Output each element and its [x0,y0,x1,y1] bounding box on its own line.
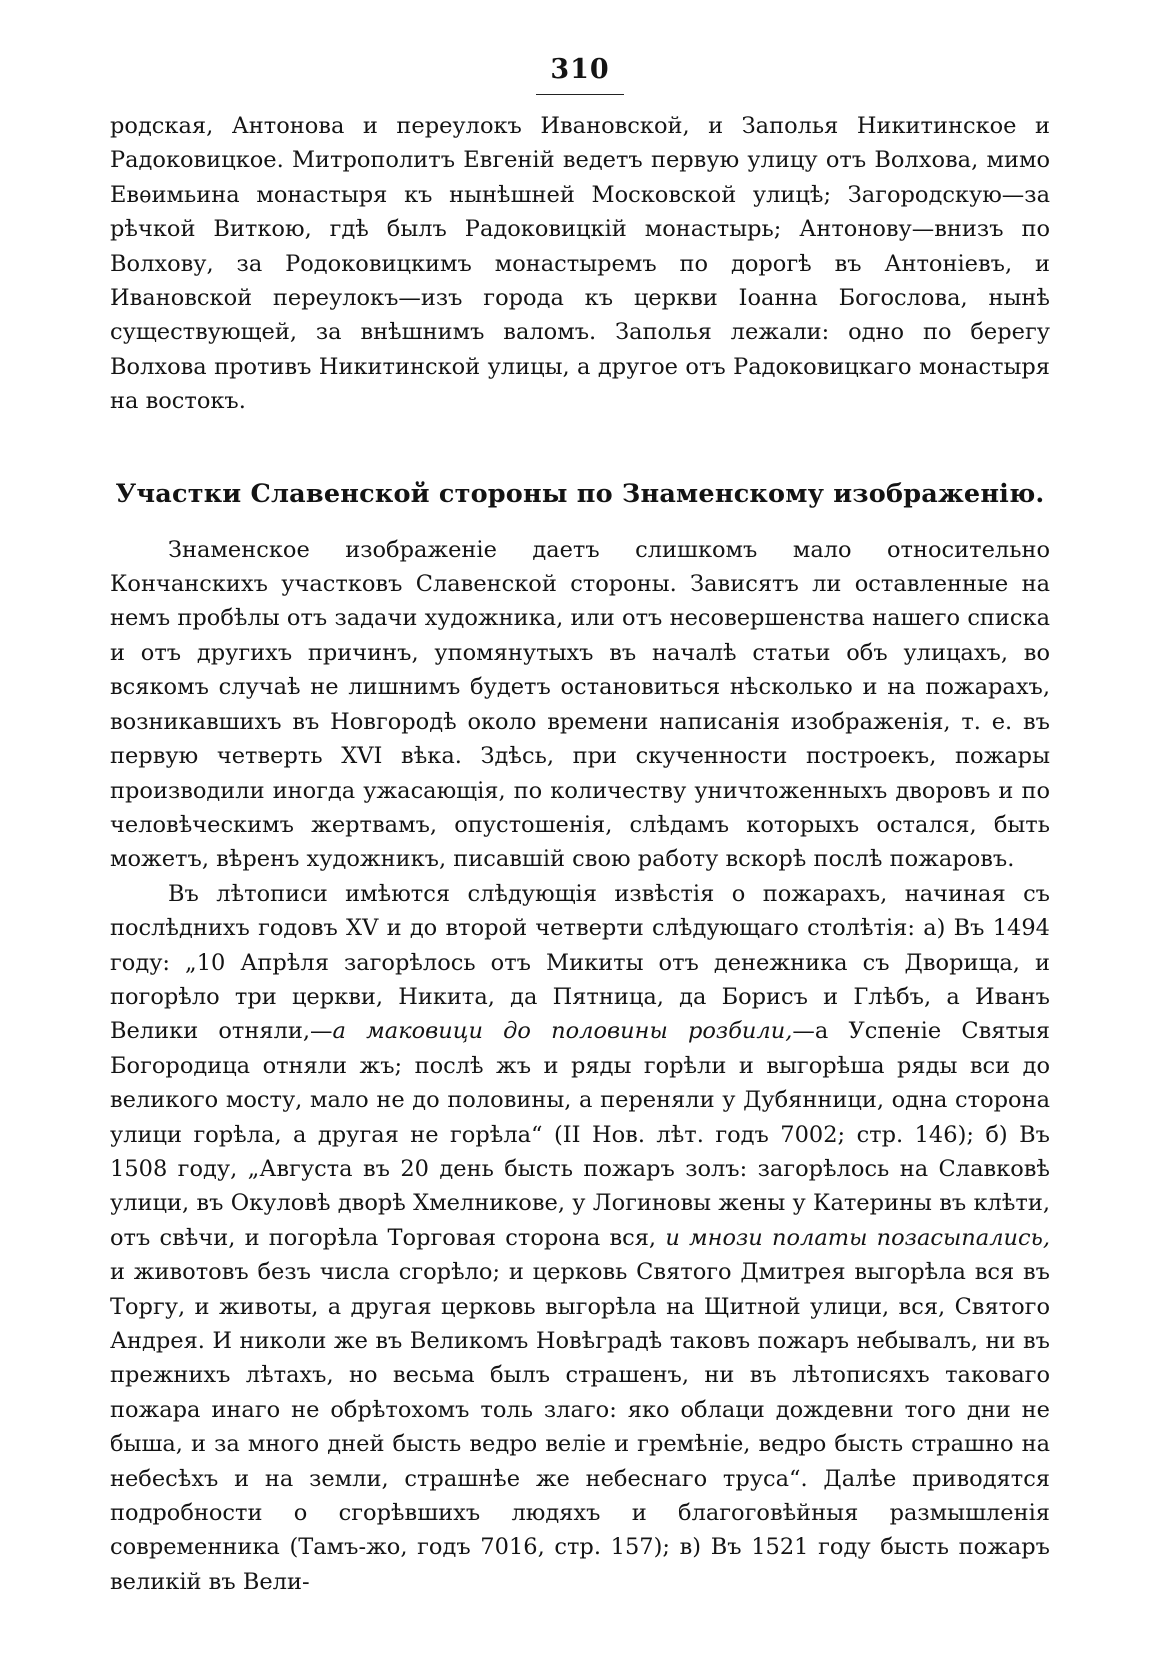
book-page [110,50,1050,1599]
paragraph-2-text-3: и животовъ безъ числа сгорѣло; и церковь Святого Дмитрея выгорѣла вся въ Торгу, и животы, а другая церковь выгорѣла на Щитной улици, вся, Святого Андрея. И николи же въ Великомъ Новѣградѣ таковъ пожаръ небывалъ, ни въ прежнихъ лѣтахъ, но весьма былъ страшенъ, ни въ лѣтописяхъ таковаго пожара инаго не обрѣтохомъ толь злаго: яко облаци дождевни того дни не быша, и за много дней бысть ведро веліе и гремѣніе, ведро бысть страшно на небесѣхъ и на земли, страшнѣе же небеснаго труса“. Далѣе приводятся подробности о сгорѣвшихъ людяхъ и благоговѣйныя размышленія современника (Тамъ-жо, годъ 7016, стр. 157); в) Въ 1521 году бысть пожаръ великій въ Вели- [110,1259,1050,1595]
section-heading: Участки Славенской стороны по Знаменскому изображенію. [115,478,1045,509]
paragraph-2 [110,877,1050,1600]
paragraph-2-text-2: —а Успеніе Святыя Богородица отняли жъ; послѣ жъ и ряды горѣли и выгорѣша ряды вси до великого мосту, мало не до половины, а переняли у Дубянници, одна сторона улици горѣла, а другая не горѣла“ (II Нов. лѣт. годъ 7002; стр. 146); б) Въ 1508 году, „Августа въ 20 день бысть пожаръ золъ: загорѣлось на Славковѣ улици, въ Окуловѣ дворѣ Хмелникове, у Логиновы жены у Катерины въ клѣти, отъ свѣчи, и погорѣла Торговая сторона вся, [110,1018,1050,1251]
paragraph-1: Знаменское изображеніе даетъ слишкомъ мало относительно Кончанскихъ участковъ Славенской стороны. Зависятъ ли оставленные на немъ пробѣлы отъ задачи художника, или отъ несовершенства нашего списка и отъ другихъ причинъ, упомянутыхъ въ началѣ статьи объ улицахъ, во всякомъ случаѣ не лишнимъ будетъ остановиться нѣсколько и на пожарахъ, возникавшихъ въ Новгородѣ около времени написанія изображенія, т. е. въ первую четверть XVI вѣка. Здѣсь, при скученности построекъ, пожары производили иногда ужасающія, по количеству уничтоженныхъ дворовъ и по человѣческимъ жертвамъ, опустошенія, слѣдамъ которыхъ остался, быть можетъ, вѣренъ художникъ, писавшій свою работу вскорѣ послѣ пожаровъ. [110,536,1050,873]
paragraph-2-text-1: Въ лѣтописи имѣются слѣдующія извѣстія о пожарахъ, начиная съ послѣднихъ годовъ XV и до второй четверти слѣдующаго столѣтія: а) Въ 1494 году: „10 Апрѣля загорѣлось отъ Микиты отъ денежника съ Дворища, и погорѣло три церкви, Никита, да Пятница, да Борисъ и Глѣбъ, а Иванъ Велики отняли,— [110,880,1050,1045]
paragraph-2-italic-1: а маковици до половины розбили, [332,1018,793,1045]
top-paragraph: родская, Антонова и переулокъ Ивановской, и Заполья Никитинское и Радоковицкое. Митрополитъ Евгеній ведетъ первую улицу отъ Волхова, мимо Евѳимьина монастыря къ нынѣшней Московской улицѣ; Загородскую—за рѣчкой Виткою, гдѣ былъ Радоковицкій монастырь; Антонову—внизъ по Волхову, за Родоковицкимъ монастыремъ по дорогѣ въ Антоніевъ, и Ивановской переулокъ—изъ города къ церкви Іоанна Богослова, нынѣ существующей, за внѣшнимъ валомъ. Заполья лежали: одно по берегу Волхова противъ Никитинской улицы, а другое отъ Радоковицкаго монастыря на востокъ. [110,113,1050,415]
paragraph-2-italic-2: и мнози полаты позасыпались, [665,1224,1051,1251]
page-number: 310 [550,54,610,85]
page-number-rule [536,94,624,95]
